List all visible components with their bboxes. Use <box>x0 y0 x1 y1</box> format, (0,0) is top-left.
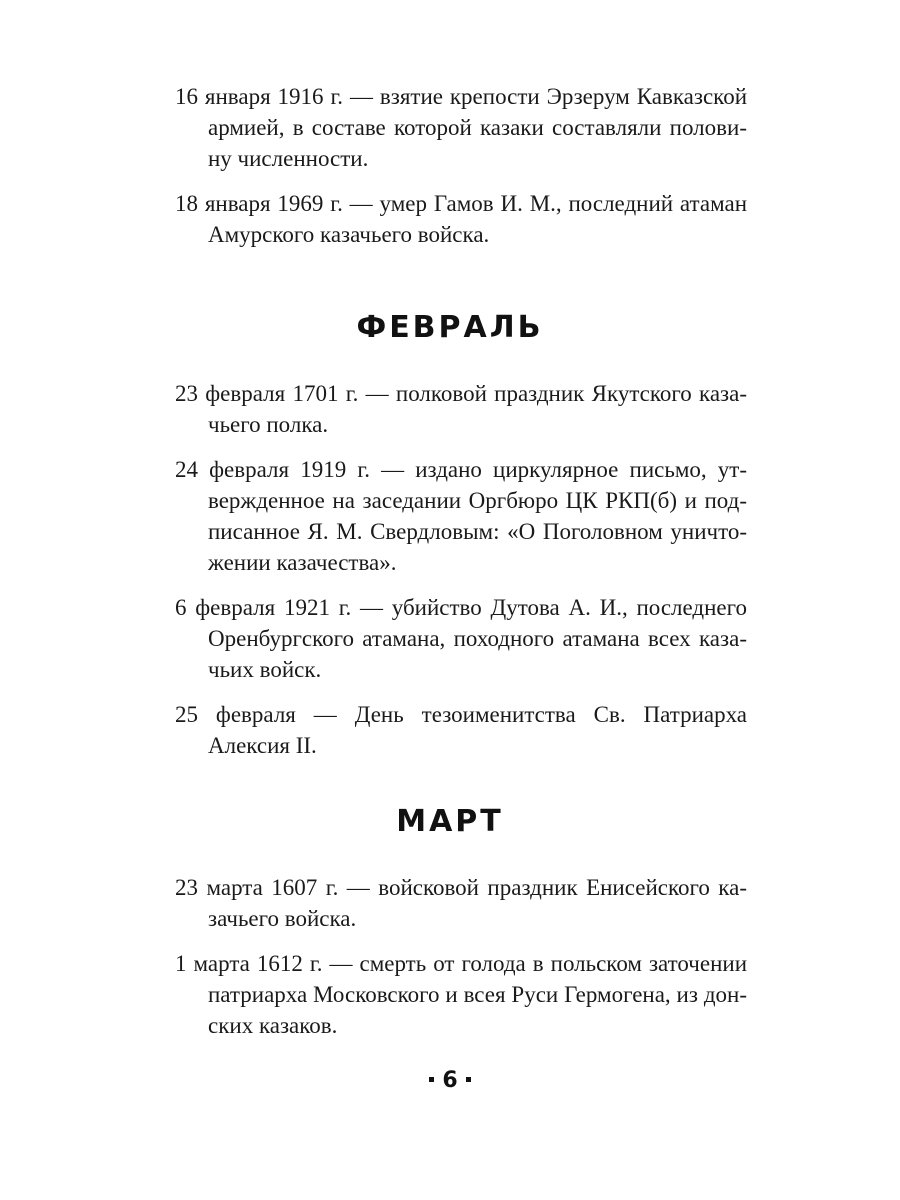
section-heading-february: ФЕВРАЛЬ <box>356 310 544 345</box>
february-section <box>175 378 747 775</box>
calendar-entry: 16 января 1916 г. — взятие крепости Эрзерум Кавказской армией, в составе которой казаки составляли половину численности. <box>175 84 747 171</box>
page-number <box>0 1068 900 1093</box>
calendar-entry: 24 февраля 1919 г. — издано циркулярное письмо, утвержденное на заседании Оргбюро ЦК РКП(б) и подписанное Я. М. Свердловым: «О Поголовном уничтожении казачества». <box>175 457 747 575</box>
left-dot-icon <box>429 1077 434 1082</box>
calendar-entry: 18 января 1969 г. — умер Гамов И. М., последний атаман Амурского казачьего войска. <box>175 191 747 247</box>
calendar-entry: 23 марта 1607 г. — войсковой праздник Енисейского казачьего войска. <box>175 875 747 931</box>
right-dot-icon <box>466 1077 471 1082</box>
january-section <box>175 81 747 264</box>
calendar-entry: 25 февраля — День тезоименитства Св. Патриарха Алексия II. <box>175 702 747 758</box>
march-section <box>175 872 747 1055</box>
page-number-value: 6 <box>442 1068 458 1093</box>
section-heading-march: МАРТ <box>396 804 504 839</box>
calendar-entry: 23 февраля 1701 г. — полковой праздник Якутского казачьего полка. <box>175 381 747 437</box>
calendar-entry: 1 марта 1612 г. — смерть от голода в польском заточении патриарха Московского и всея Руси Гермогена, из донских казаков. <box>175 951 747 1038</box>
calendar-entry: 6 февраля 1921 г. — убийство Дутова А. И., последнего Оренбургского атамана, походного атамана всех казачьих войск. <box>175 595 747 682</box>
